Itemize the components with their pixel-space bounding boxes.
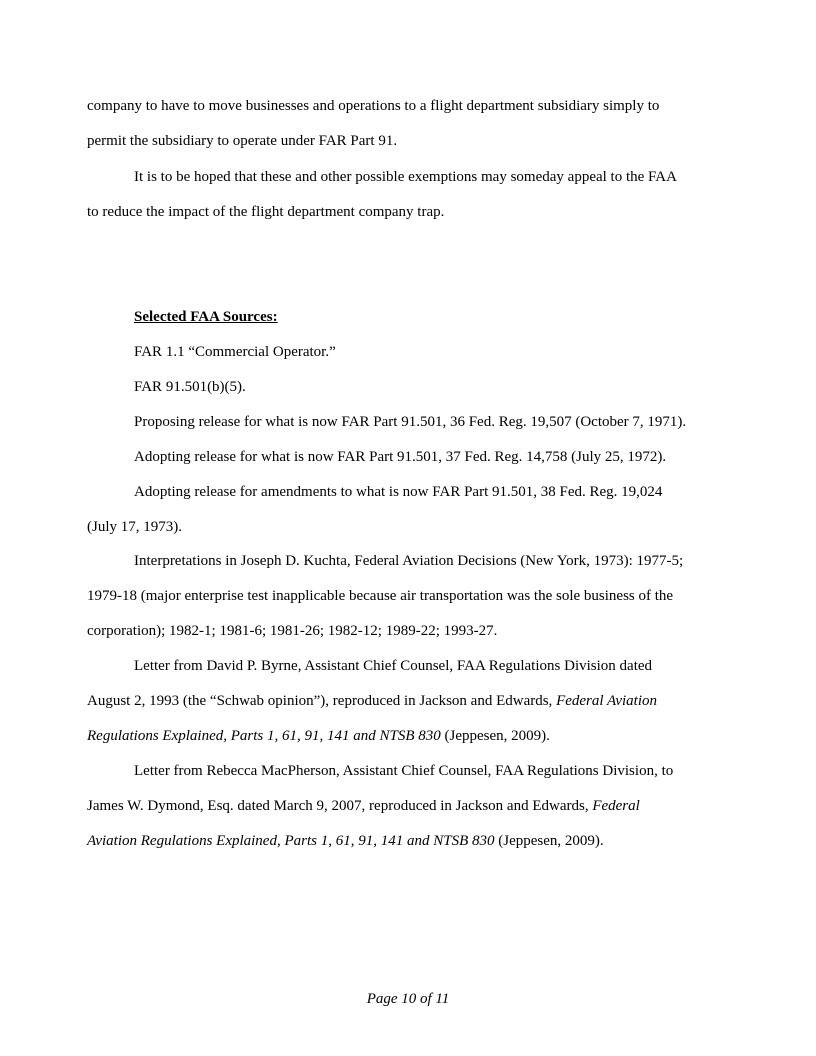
- source-entry-continued: [87, 832, 604, 850]
- source-entry-continued: [87, 797, 640, 815]
- source-text: (Jeppesen, 2009).: [494, 833, 604, 849]
- page-number: Page 10 of 11: [366, 991, 450, 1007]
- source-entry: FAR 91.501(b)(5).: [134, 379, 246, 395]
- source-entry: Interpretations in Joseph D. Kuchta, Federal Aviation Decisions (New York, 1973): 1977-5;: [134, 553, 684, 569]
- source-book-title: Aviation Regulations Explained, Parts 1, 61, 91, 141 and NTSB 830: [87, 833, 495, 849]
- source-entry-continued: 1979-18 (major enterprise test inapplicable because air transportation was the sole business of the: [87, 588, 674, 604]
- source-book-title: Regulations Explained, Parts 1, 61, 91, 141 and NTSB 830: [87, 728, 441, 744]
- source-entry: Adopting release for what is now FAR Part 91.501, 37 Fed. Reg. 14,758 (July 25, 1972).: [134, 449, 667, 465]
- source-entry: FAR 1.1 “Commercial Operator.”: [134, 344, 336, 360]
- body-line: It is to be hoped that these and other possible exemptions may someday appeal to the FAA: [134, 169, 677, 185]
- source-text: August 2, 1993 (the “Schwab opinion”), reproduced in Jackson and Edwards,: [87, 693, 557, 709]
- source-entry-continued: (July 17, 1973).: [87, 519, 182, 535]
- source-book-title: Federal: [592, 798, 640, 814]
- source-entry-continued: [87, 727, 550, 745]
- source-entry-continued: corporation); 1982-1; 1981-6; 1981-26; 1982-12; 1989-22; 1993-27.: [87, 623, 498, 639]
- body-line: to reduce the impact of the flight department company trap.: [87, 204, 445, 220]
- body-line: permit the subsidiary to operate under FAR Part 91.: [87, 133, 398, 149]
- source-entry: Proposing release for what is now FAR Part 91.501, 36 Fed. Reg. 19,507 (October 7, 1971).: [134, 414, 687, 430]
- source-text: James W. Dymond, Esq. dated March 9, 2007, reproduced in Jackson and Edwards,: [87, 798, 593, 814]
- source-entry: Letter from David P. Byrne, Assistant Chief Counsel, FAA Regulations Division dated: [134, 658, 653, 674]
- source-entry: Adopting release for amendments to what is now FAR Part 91.501, 38 Fed. Reg. 19,024: [134, 484, 663, 500]
- source-text: (Jeppesen, 2009).: [440, 728, 550, 744]
- body-line: company to have to move businesses and operations to a flight department subsidiary simply to: [87, 98, 660, 114]
- source-entry: Letter from Rebecca MacPherson, Assistant Chief Counsel, FAA Regulations Division, to: [134, 763, 674, 779]
- sources-heading: Selected FAA Sources:: [134, 309, 278, 325]
- source-entry-continued: [87, 692, 657, 710]
- source-book-title: Federal Aviation: [556, 693, 658, 709]
